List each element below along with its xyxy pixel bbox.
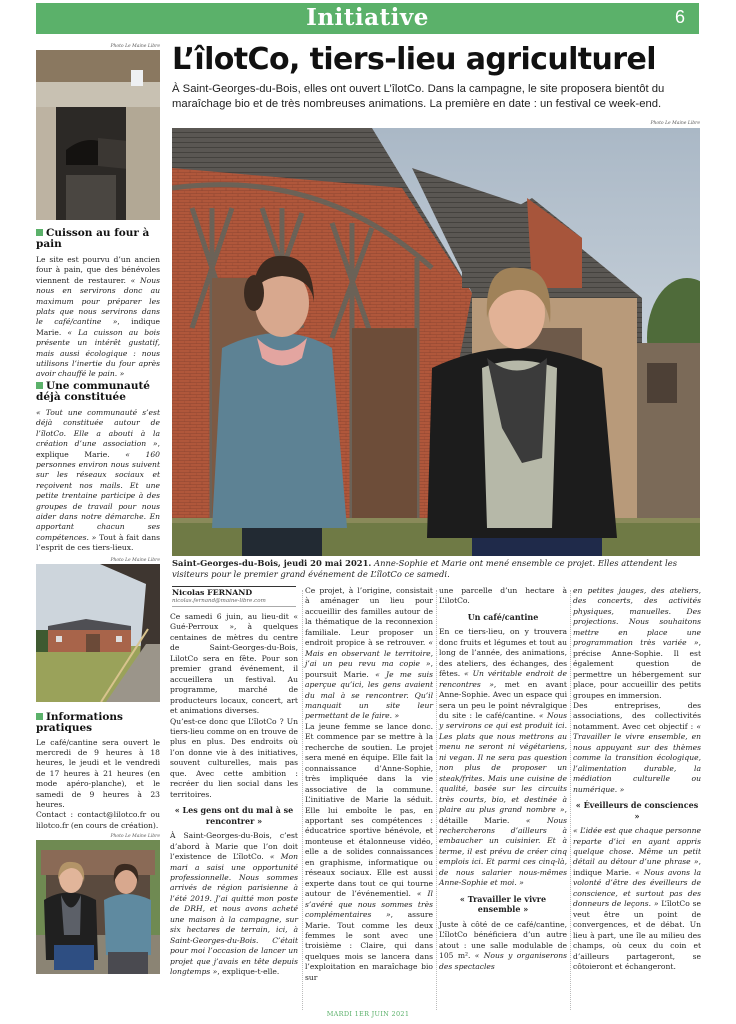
farm-courtyard-image (36, 564, 160, 702)
standfirst: À Saint-Georges-du-Bois, elles ont ouvert L’îlotCo. Dans la campagne, le site proposera bientôt du maraîchage bio et de très nombreuses animations. La première en date : un festival ce week-end. (172, 83, 665, 110)
caption-text: Anne-Sophie et Marie ont mené ensemble ce projet. Elles attendent les visiteurs pour le premier grand événement de L’îlotCo ce samedi. (172, 558, 677, 579)
article-column-2: Ce projet, à l’origine, consistait à aménager un lieu pour accueillir des familles autour de la thématique de la reconnexion familiale. Leur proposer un endroit propice à se retrouver. « Mais en observant le territoire, j’ai un peu revu ma copie », poursuit Marie. « Je me suis aperçue qu’ici, les gens avaient du mal à se rencontrer. Qu’il manquait un site leur permettant de le faire. » La jeune femme se lance donc. Et commence par se mettre à la recherche de soutien. Le projet sera mené en équipe. Elle fait la connaissance d’Anne-Sophie, très impliquée dans la vie associative de la commune. L’initiative de Marie la séduit. Elle lui emboîte le pas, en apportant ses compétences : éducatrice sportive bénévole, et monteuse et étalonneuse vidéo, elle a de solides connaissances en graphisme, informatique ou réseaux sociaux. Elle est aussi experte dans tout ce qui tourne autour de l’événementiel. « Il s’avéré que nous sommes très complémentaires », assure Marie. Tout comme les deux femmes le sont avec une troisième : Claire, qui dans quelques mois se lancera dans l’exploitation en maraîchage bio sur (305, 586, 433, 982)
box-title-practical-info: Informations pratiques (36, 710, 123, 734)
caption-place-date: Saint-Georges-du-Bois, jeudi 20 mai 2021. (172, 558, 372, 568)
intertitle: « Travailler le vivre ensemble » (459, 893, 547, 915)
bread-oven-photo (36, 50, 160, 220)
box-text-bread-oven: Le site est pourvu d’un ancien four à pain, que des bénévoles viennent de restaurer. « Nous nous en servirons donc au maximum pour préparer les plats que nous servirons dans le café/cantine », indique Marie. « La cuisson au bois présente un intérêt gustatif, mais aussi écologique : nous utilisons l’inertie du four après avoir chauffé le pain. » (36, 255, 161, 379)
green-square-icon (36, 713, 43, 720)
founders-image (36, 840, 160, 974)
main-photo (172, 128, 700, 556)
column-divider (570, 590, 571, 1010)
issue-date: MARDI 1ER JUIN 2021 (326, 1010, 410, 1018)
green-square-icon (36, 382, 43, 389)
intertitle: Un café/cantine (467, 611, 539, 622)
sidebar (36, 44, 160, 974)
main-photo-image (172, 128, 700, 556)
box-title-community: Une communauté déjà constituée (36, 379, 150, 403)
article-column-3: une parcelle d’un hectare à L’ilotCo. Un café/cantine En ce tiers-lieu, on y trouvera donc fruits et légumes et tout au long de l’année, des animations, des ateliers, des échanges, des fêtes. « Un véritable endroit de rencontres », met en avant Anne-Sophie. Avec un espace qui sera un peu le point névralgique du site : le café/cantine. « Nous y servirons ce qui est produit ici. Les plats que nous mettrons au menu ne seront ni végétariens, ni vegan. Il ne sera pas question non plus de proposer un steak/frites. Mais une cuisine de qualité, basée sur les circuits très courts, bio, et destinée à plaire au plus grand nombre », détaille Marie. « Nous rechercherons d’ailleurs à embaucher un cuisinier. Et à terme, il est prévu de créer cinq emplois ici. Et parmi ces cinq-là, de nous salarier nous-mêmes Anne-Sophie et moi. » « Travailler le vivre ensemble » Juste à côté de ce café/cantine, L’îlotCo bénéficiera d’un autre atout : une salle modulable de 105 m². « Nous y organiserons des spectacles (439, 586, 567, 971)
article-column-1: Ce samedi 6 juin, au lieu-dit « Gué-Perroux », à quelques centaines de mètres du centre de Saint-Georges-du-Bois, LilotCo sera en fête. Pour son premier grand événement, il accueillera un festival. Au programme, marché de producteurs locaux, concert, art et animations diverses. Qu’est-ce donc que L’îlotCo ? Un tiers-lieu comme on en trouve de plus en plus. Des endroits où l’on donne vie à des initiatives, souvent culturelles, mais pas que. Avec cette ambition : recréer du lien social dans les territoires. « Les gens ont du mal à se rencontrer » À Saint-Georges-du-Bois, c’est d’abord à Marie que l’on doit l’existence de L’îlotCo. « Mon mari a saisi une opportunité professionnelle. Nous sommes arrivés de région parisienne à l’été 2019. J’ai quitté mon poste de DRH, et nous avons acheté une maison à la campagne, sur six hectares de terrain, ici, à Saint-Georges-du-Bois. C’était pour moi l’occasion de lancer un projet que j’avais en tête depuis longtemps », explique-t-elle. (170, 612, 298, 977)
section-title: Initiative (306, 4, 429, 31)
contact-info: Contact : contact@lilotco.fr ou lilotco.fr (en cours de création). (36, 810, 160, 830)
intertitle: « Les gens ont du mal à se rencontrer » (174, 805, 294, 826)
bread-oven-image (36, 50, 160, 220)
photo-caption (172, 558, 702, 580)
founders-photo (36, 840, 160, 974)
farm-courtyard-photo (36, 564, 160, 702)
photo-credit: Photo Le Maine Libre (650, 121, 700, 126)
box-text-community: « Tout une communauté s’est déjà constituée autour de l’îlotCo. Elle a abouti à la création d’une association », explique Marie. « 160 personnes environ nous suivent sur les réseaux sociaux et reçoivent nos mails. Et une petite trentaine participe à des groupes de travail pour nous aider dans notre démarche. En apportant chacun ses compétences. » Tout à fait dans l’esprit de ces tiers-lieux. (36, 407, 160, 553)
photo-credit: Photo Le Maine Libre (110, 44, 160, 49)
box-title-bread-oven: Cuisson au four à pain (36, 227, 150, 250)
article-column-4: en petites jauges, des ateliers, des concerts, des activités physiques, manuelles. Des projections. Nous souhaitons mettre en place une programmation très variée », précise Anne-Sophie. Il est également question de permettre un hébergement sur place, pour accueillir des petits groupes en immersion. Des entreprises, des associations, des collectivités notamment. Avec cet objectif : « Travailler le vivre ensemble, en nous appuyant sur des thèmes comme la transition écologique, l’alimentation durable, la médiation culturelle ou numérique. » « Éveilleurs de consciences » « L’idée est que chaque personne reparte d’ici en ayant appris quelque chose. Même un petit détail au détour d’une phrase », indique Marie. « Nous avons la volonté d’être des éveilleurs de conscience, et surtout pas des donneurs de leçons. » L’îlotCo se veut être un point de convergences, et de débat. Un lieu à part, une île au milieu des champs, où ceux du coin et d’ailleurs partageront, se côtoieront et échangeront. (573, 586, 702, 971)
section-banner (36, 3, 699, 34)
author-name: Nicolas FERNAND (172, 588, 253, 597)
page-number: 6 (674, 7, 685, 27)
photo-credit: Photo Le Maine Libre (110, 557, 160, 563)
column-divider (436, 590, 437, 1010)
photo-credit: Photo Le Maine Libre (110, 834, 160, 840)
column-divider (302, 590, 303, 1010)
author-email[interactable]: nicolas.fernand@maine-libre.com (172, 598, 296, 607)
green-square-icon (36, 229, 43, 236)
box-text-practical-info: Le café/cantine sera ouvert le mercredi de 9 heures à 18 heures, le jeudi et le vendredi de 17 heures à 21 heures (en mode apéro-planche), et le samedi de 9 heures à 23 heures. Contact : contact@lilotco.fr ou lilotco.fr (en cours de création). (36, 737, 160, 830)
headline: L’îlotCo, tiers-lieu agriculturel (172, 42, 656, 77)
intertitle: « Éveilleurs de consciences » (575, 800, 699, 821)
byline (172, 586, 296, 607)
